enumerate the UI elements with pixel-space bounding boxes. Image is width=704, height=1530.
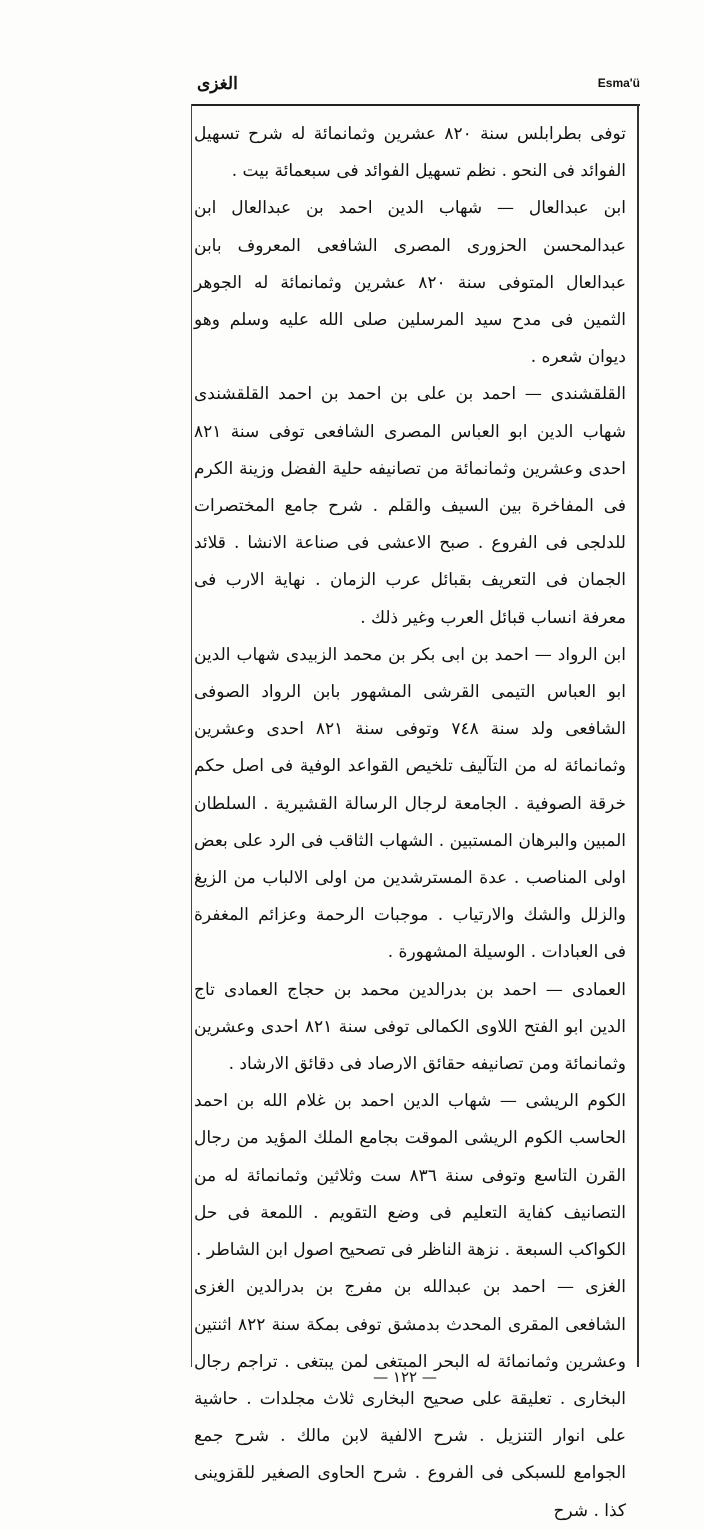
header-arabic-title: الغزى bbox=[197, 74, 238, 94]
paragraph: القلقشندى — احمد بن على بن احمد بن احمد القلقشندى شهاب الدين ابو العباس المصرى الشافعى توفى سنة ٨٢١ احدى وعشرين وثمانمائة من تصانيفه حلية الفضل وزينة الكرم فى المفاخرة بين السيف والقلم . شرح جامع المختصرات للدلجى فى الفروع . صبح الاعشى فى صناعة الانشا . قلائد الجمان فى التعريف بقبائل عرب الزمان . نهاية الارب فى معرفة انساب قبائل العرب وغير ذلك . bbox=[194, 384, 626, 628]
paragraph: ابن عبدالعال — شهاب الدين احمد بن عبدالعال ابن عبدالمحسن الحزورى المصرى الشافعى المعروف بابن عبدالعال المتوفى سنة ٨٢٠ عشرين وثمانمائة له الجوهر الثمين فى مدح سيد المرسلين صلى الله عليه وسلم وهو ديوان شعره . bbox=[194, 198, 626, 368]
right-margin-rule bbox=[637, 104, 639, 1367]
paragraph: الغزى — احمد بن عبدالله بن مفرج بن بدرالدين الغزى الشافعى المقرى المحدث بدمشق توفى بمكة سنة ٨٢٢ اثنتين وعشرين وثمانمائة له البحر المبتغى لمن يبتغى . تراجم رجال البخارى . تعليقة على صحيح البخارى ثلاث مجلدات . حاشية على انوار التنزيل . شرح الالفية لابن مالك . شرح جمع الجوامع للسبكى فى الفروع . شرح الحاوى الصغير للقزوينى كذا . شرح bbox=[194, 1277, 626, 1521]
header-latin-title: Esma'ü bbox=[597, 76, 640, 90]
header-rule bbox=[192, 104, 640, 106]
paragraph: ابن الرواد — احمد بن ابى بكر بن محمد الزبيدى شهاب الدين ابو العباس التيمى القرشى المشهور بابن الرواد الصوفى الشافعى ولد سنة ٧٤٨ وتوفى سنة ٨٢١ احدى وعشرين وثمانمائة له من التآليف تلخيص القواعد الوفية فى اصل حكم خرقة الصوفية . الجامعة لرجال الرسالة القشيرية . السلطان المبين والبرهان المستبين . الشهاب الثاقب فى الرد على بعض اولى المناصب . عدة المسترشدين من اولى الالباب من الزيغ والزلل والشك والارتياب . موجبات الرحمة وعزائم المغفرة فى العبادات . الوسيلة المشهورة . bbox=[194, 644, 627, 963]
page-number: — ١٢٢ — bbox=[373, 1368, 437, 1386]
page-header bbox=[195, 72, 640, 98]
body-text bbox=[194, 116, 626, 1530]
paragraph: العمادى — احمد بن بدرالدين محمد بن حجاج العمادى تاج الدين ابو الفتح اللاوى الكمالى توفى سنة ٨٢١ احدى وعشرين وثمانمائة ومن تصانيفه حقائق الارصاد فى دقائق الارشاد . bbox=[194, 979, 626, 1075]
paragraph: الكوم الريشى — شهاب الدين احمد بن غلام الله بن احمد الحاسب الكوم الريشى الموقت بجامع الملك المؤيد من رجال القرن التاسع وتوفى سنة ٨٣٦ ست وثلاثين وثمانمائة له من التصانيف كفاية التعليم فى وضع التقويم . اللمعة فى حل الكواكب السبعة . نزهة الناظر فى تصحيح اصول ابن الشاطر . bbox=[194, 1091, 627, 1261]
left-margin-rule bbox=[191, 104, 192, 1367]
paragraph: توفى بطرابلس سنة ٨٢٠ عشرين وثمانمائة له شرح تسهيل الفوائد فى النحو . نظم تسهيل الفوائد فى سبعمائة بيت . bbox=[194, 124, 626, 182]
